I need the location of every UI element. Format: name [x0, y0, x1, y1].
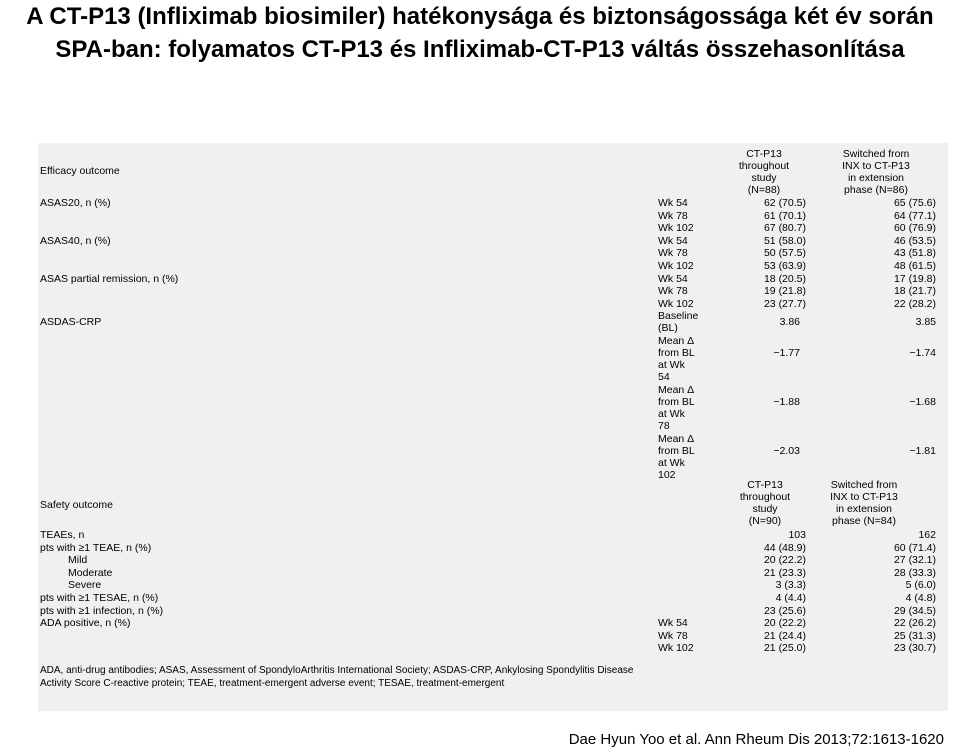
efficacy-value-ctp13: 53 (63.9): [763, 260, 806, 272]
efficacy-value-switched: 65 (75.6): [893, 197, 936, 209]
safety-col1-header: study: [752, 503, 778, 515]
safety-col1-header: CT-P13: [747, 479, 783, 491]
safety-value-ctp13: 3 (3.3): [775, 579, 806, 592]
efficacy-col1-header: CT-P13: [746, 148, 782, 160]
efficacy-section-label: Efficacy outcome: [40, 165, 120, 177]
safety-value-switched: 29 (34.5): [893, 604, 936, 617]
safety-row-label: Mild: [68, 554, 88, 567]
safety-row-label: pts with ≥1 infection, n (%): [40, 604, 164, 617]
safety-value-ctp13: 20 (22.2): [763, 617, 806, 630]
safety-row-label: pts with ≥1 TESAE, n (%): [40, 592, 159, 604]
efficacy-col1-header: study: [751, 172, 777, 184]
safety-value-switched: 25 (31.3): [893, 629, 936, 642]
asdas-timepoint: Mean Δ: [658, 335, 695, 347]
efficacy-value-switched: 46 (53.5): [893, 234, 936, 247]
efficacy-col2-header: phase (N=86): [844, 184, 908, 196]
safety-value-ctp13: 103: [788, 529, 806, 541]
efficacy-row-timepoint: Wk 102: [658, 260, 694, 272]
efficacy-row-timepoint: Wk 102: [658, 222, 694, 235]
safety-col2-header: Switched from: [830, 479, 898, 491]
safety-row-label: Moderate: [68, 566, 113, 579]
efficacy-value-ctp13: 62 (70.5): [763, 197, 806, 209]
efficacy-value-ctp13: 67 (80.7): [763, 222, 806, 235]
citation: Dae Hyun Yoo et al. Ann Rheum Dis 2013;72:1613-1620: [568, 731, 944, 748]
safety-value-switched: 27 (32.1): [893, 554, 936, 567]
safety-row-label: ADA positive, n (%): [40, 617, 131, 630]
asdas-timepoint: at Wk: [658, 457, 685, 469]
safety-row-label: TEAEs, n: [40, 529, 85, 541]
asdas-timepoint: 54: [658, 371, 670, 383]
asdas-timepoint: from BL: [658, 347, 695, 359]
asdas-timepoint: Mean Δ: [658, 433, 695, 445]
results-table: [38, 143, 948, 711]
asdas-timepoint: at Wk: [658, 359, 685, 371]
efficacy-row-timepoint: Wk 78: [658, 209, 688, 222]
asdas-value-switched: 3.85: [915, 316, 936, 328]
safety-col1-header: (N=90): [748, 515, 782, 527]
safety-value-switched: 60 (71.4): [893, 541, 936, 554]
asdas-label: ASDAS-CRP: [40, 316, 102, 328]
safety-value-switched: 28 (33.3): [893, 566, 936, 579]
efficacy-row-label: ASAS40, n (%): [40, 234, 111, 247]
efficacy-value-ctp13: 51 (58.0): [763, 234, 806, 247]
safety-value-ctp13: 23 (25.6): [763, 604, 806, 617]
safety-value-ctp13: 4 (4.4): [775, 592, 806, 604]
efficacy-value-switched: 48 (61.5): [893, 260, 936, 272]
efficacy-row-label: ASAS20, n (%): [40, 197, 111, 209]
safety-value-ctp13: 21 (25.0): [763, 642, 806, 655]
efficacy-col2-header: Switched from: [842, 148, 910, 160]
safety-value-switched: 4 (4.8): [905, 592, 936, 604]
efficacy-value-switched: 64 (77.1): [893, 209, 936, 222]
safety-section-label: Safety outcome: [40, 499, 113, 511]
efficacy-row-timepoint: Wk 54: [658, 197, 688, 209]
safety-col2-header: in extension: [835, 503, 893, 515]
efficacy-value-switched: 60 (76.9): [893, 222, 936, 235]
safety-col1-header: throughout: [739, 491, 791, 503]
efficacy-col2-header: INX to CT-P13: [842, 160, 910, 172]
table-footnote: ADA, anti-drug antibodies; ASAS, Assessment of SpondyloArthritis International Society; ASDAS-CRP, Ankylosing Spondylitis Disease Activity Score C-reactive protein; TEAE, treatment-emergent adverse event; TESAE, treatment-emergent: [40, 665, 634, 689]
asdas-value-switched: −1.81: [909, 445, 936, 457]
efficacy-row-timepoint: Wk 78: [658, 247, 688, 260]
asdas-timepoint: Baseline: [658, 310, 699, 322]
asdas-value-ctp13: −2.03: [773, 445, 800, 457]
safety-row-label: Severe: [68, 579, 102, 592]
asdas-timepoint: at Wk: [658, 408, 685, 420]
safety-row-label: pts with ≥1 TEAE, n (%): [40, 541, 152, 554]
asdas-value-ctp13: 3.86: [779, 316, 800, 328]
efficacy-col1-header: throughout: [738, 160, 790, 172]
asdas-value-switched: −1.74: [909, 347, 936, 359]
asdas-value-ctp13: −1.77: [773, 347, 800, 359]
safety-col2-header: INX to CT-P13: [830, 491, 898, 503]
efficacy-row-label: ASAS partial remission, n (%): [40, 272, 179, 285]
asdas-timepoint: 102: [658, 469, 676, 481]
efficacy-row-timepoint: Wk 54: [658, 234, 688, 247]
efficacy-row-timepoint: Wk 78: [658, 285, 688, 298]
safety-value-switched: 162: [918, 529, 936, 541]
safety-value-switched: 5 (6.0): [905, 579, 936, 592]
efficacy-value-ctp13: 19 (21.8): [763, 285, 806, 298]
efficacy-col1-header: (N=88): [747, 184, 781, 196]
efficacy-row-timepoint: Wk 54: [658, 272, 688, 285]
efficacy-value-switched: 17 (19.8): [893, 272, 936, 285]
slide-title: A CT-P13 (Infliximab biosimiler) hatékonysága és biztonságossága két év során SPA-ban: folyamatos CT-P13 és Infliximab-CT-P13 váltás összehasonlítása: [26, 3, 934, 63]
asdas-timepoint: from BL: [658, 396, 695, 408]
efficacy-value-switched: 18 (21.7): [893, 285, 936, 298]
asdas-value-ctp13: −1.88: [773, 396, 800, 408]
efficacy-value-ctp13: 50 (57.5): [763, 247, 806, 260]
efficacy-value-switched: 43 (51.8): [893, 247, 936, 260]
asdas-timepoint: 78: [658, 420, 670, 432]
safety-value-ctp13: 21 (24.4): [763, 629, 806, 642]
efficacy-value-ctp13: 18 (20.5): [763, 272, 806, 285]
safety-row-timepoint: Wk 102: [658, 642, 694, 655]
safety-value-switched: 23 (30.7): [893, 642, 936, 655]
safety-value-ctp13: 21 (23.3): [763, 566, 806, 579]
efficacy-row-timepoint: Wk 102: [658, 297, 694, 310]
efficacy-value-switched: 22 (28.2): [893, 297, 936, 310]
efficacy-col2-header: in extension: [847, 172, 905, 184]
asdas-timepoint: Mean Δ: [658, 384, 695, 396]
asdas-timepoint: from BL: [658, 445, 695, 457]
safety-value-ctp13: 20 (22.2): [763, 554, 806, 567]
asdas-value-switched: −1.68: [909, 396, 936, 408]
safety-row-timepoint: Wk 54: [658, 617, 688, 630]
asdas-timepoint: (BL): [658, 322, 678, 334]
safety-value-switched: 22 (26.2): [893, 617, 936, 630]
efficacy-value-ctp13: 23 (27.7): [763, 297, 806, 310]
safety-col2-header: phase (N=84): [832, 515, 896, 527]
safety-row-timepoint: Wk 78: [658, 629, 688, 642]
safety-value-ctp13: 44 (48.9): [763, 541, 806, 554]
efficacy-value-ctp13: 61 (70.1): [763, 209, 806, 222]
